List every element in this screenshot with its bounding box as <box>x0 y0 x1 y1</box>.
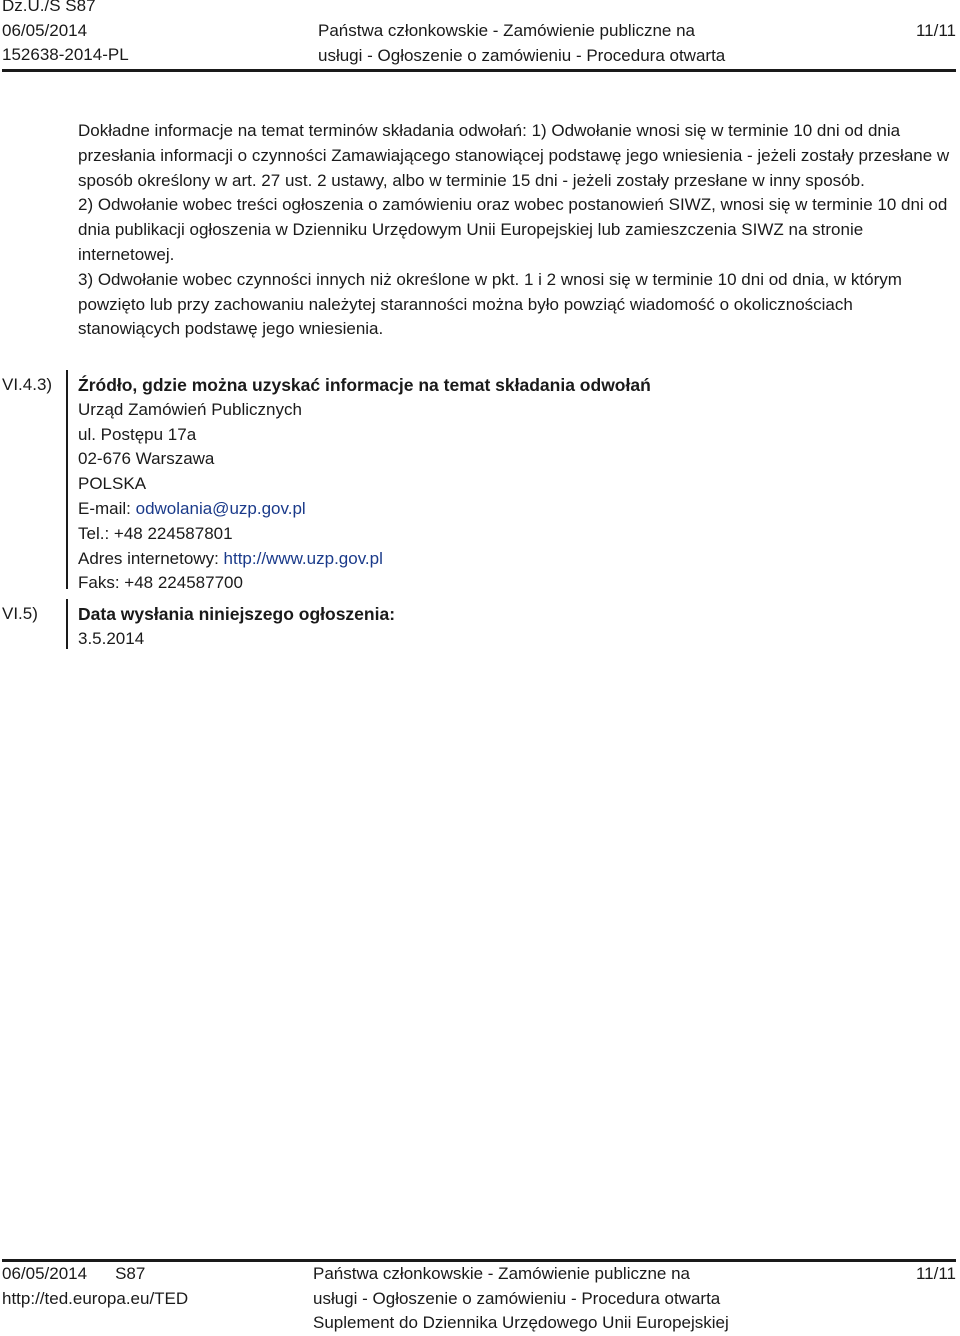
footer-series: S87 <box>115 1264 146 1283</box>
section-vi5-marker <box>66 599 68 649</box>
header-left <box>2 0 129 68</box>
footer-url[interactable]: http://ted.europa.eu/TED <box>2 1288 189 1308</box>
header-page <box>916 19 956 44</box>
tel-row <box>78 522 952 547</box>
org-name: Urząd Zamówień Publicznych <box>78 399 302 419</box>
header-date: 06/05/2014 <box>2 20 88 40</box>
section-vi43-heading: Źródło, gdzie można uzyskać informacje na temat składania odwołań <box>78 375 651 395</box>
footer-title-line2: usługi - Ogłoszenie o zamówieniu - Procedura otwarta <box>313 1288 721 1308</box>
appeal-deadlines-text <box>78 119 952 342</box>
footer-page-number: 11/11 <box>915 1264 956 1283</box>
appeal-para-3: 3) Odwołanie wobec czynności innych niż określone w pkt. 1 i 2 wnosi się w terminie 10 dni od dnia, w którym powzięto lub przy zachowaniu należytej staranności można było powziąć wiadomość o okolicznościach stanowiących podstawę jego wniesienia. <box>78 269 902 339</box>
web-label: Adres internetowy: <box>78 548 224 568</box>
org-country: POLSKA <box>78 474 147 494</box>
footer-page <box>916 1262 956 1287</box>
org-city: 02-676 Warszawa <box>78 449 215 469</box>
org-street: ul. Postępu 17a <box>78 424 197 444</box>
footer-left <box>2 1262 188 1311</box>
header-page-number: 11/11 <box>915 21 956 40</box>
fax-row <box>78 571 952 596</box>
email-label: E-mail: <box>78 498 136 518</box>
dispatch-date: 3.5.2014 <box>78 628 145 648</box>
section-number-vi5: VI.5) <box>2 604 38 623</box>
header-divider <box>2 69 956 72</box>
journal-ref: Dz.U./S S87 <box>2 0 96 15</box>
web-row <box>78 547 952 572</box>
footer-title-line3: Suplement do Dziennika Urzędowego Unii Europejskiej <box>313 1313 729 1332</box>
tel-value: +48 224587801 <box>113 523 233 543</box>
email-row <box>78 497 952 522</box>
footer-title-line1: Państwa członkowskie - Zamówienie publiczne na <box>313 1264 691 1283</box>
footer-date-series <box>2 1262 188 1287</box>
section-vi43-marker <box>66 370 68 589</box>
fax-value: +48 224587700 <box>124 573 243 593</box>
section-vi5-heading: Data wysłania niniejszego ogłoszenia: <box>78 604 396 624</box>
tel-label: Tel.: <box>78 523 114 543</box>
email-link[interactable]: odwolania@uzp.gov.pl <box>135 498 306 518</box>
header-title-line2: usługi - Ogłoszenie o zamówieniu - Procedura otwarta <box>318 45 726 65</box>
section-vi43 <box>78 373 952 596</box>
notice-id: 152638-2014-PL <box>2 45 129 64</box>
footer-title <box>313 1262 763 1336</box>
web-link[interactable]: http://www.uzp.gov.pl <box>223 548 383 568</box>
footer-date: 06/05/2014 <box>2 1264 88 1283</box>
header-title-line1: Państwa członkowskie - Zamówienie publiczne na <box>318 21 696 40</box>
section-vi5 <box>78 602 952 652</box>
fax-label: Faks: <box>78 573 125 593</box>
header-title <box>318 19 758 68</box>
section-number-vi43: VI.4.3) <box>2 375 53 394</box>
appeal-para-2: 2) Odwołanie wobec treści ogłoszenia o zamówieniu oraz wobec postanowień SIWZ, wnosi się w terminie 10 dni od dnia publikacji ogłoszenia w Dzienniku Urzędowym Unii Europejskiej lub zamieszczenia SIWZ na stronie internetowej. <box>78 195 948 264</box>
appeal-para-1: Dokładne informacje na temat terminów składania odwołań: 1) Odwołanie wnosi się w terminie 10 dni od dnia przesłania informacji o czynności Zamawiającego stanowiącej podstawę jego wniesienia - jeżeli zostały przesłane w sposób określony w art. 27 ust. 2 ustawy, albo w terminie 15 dni - jeżeli zostały przesłane w inny sposób. <box>78 121 950 190</box>
